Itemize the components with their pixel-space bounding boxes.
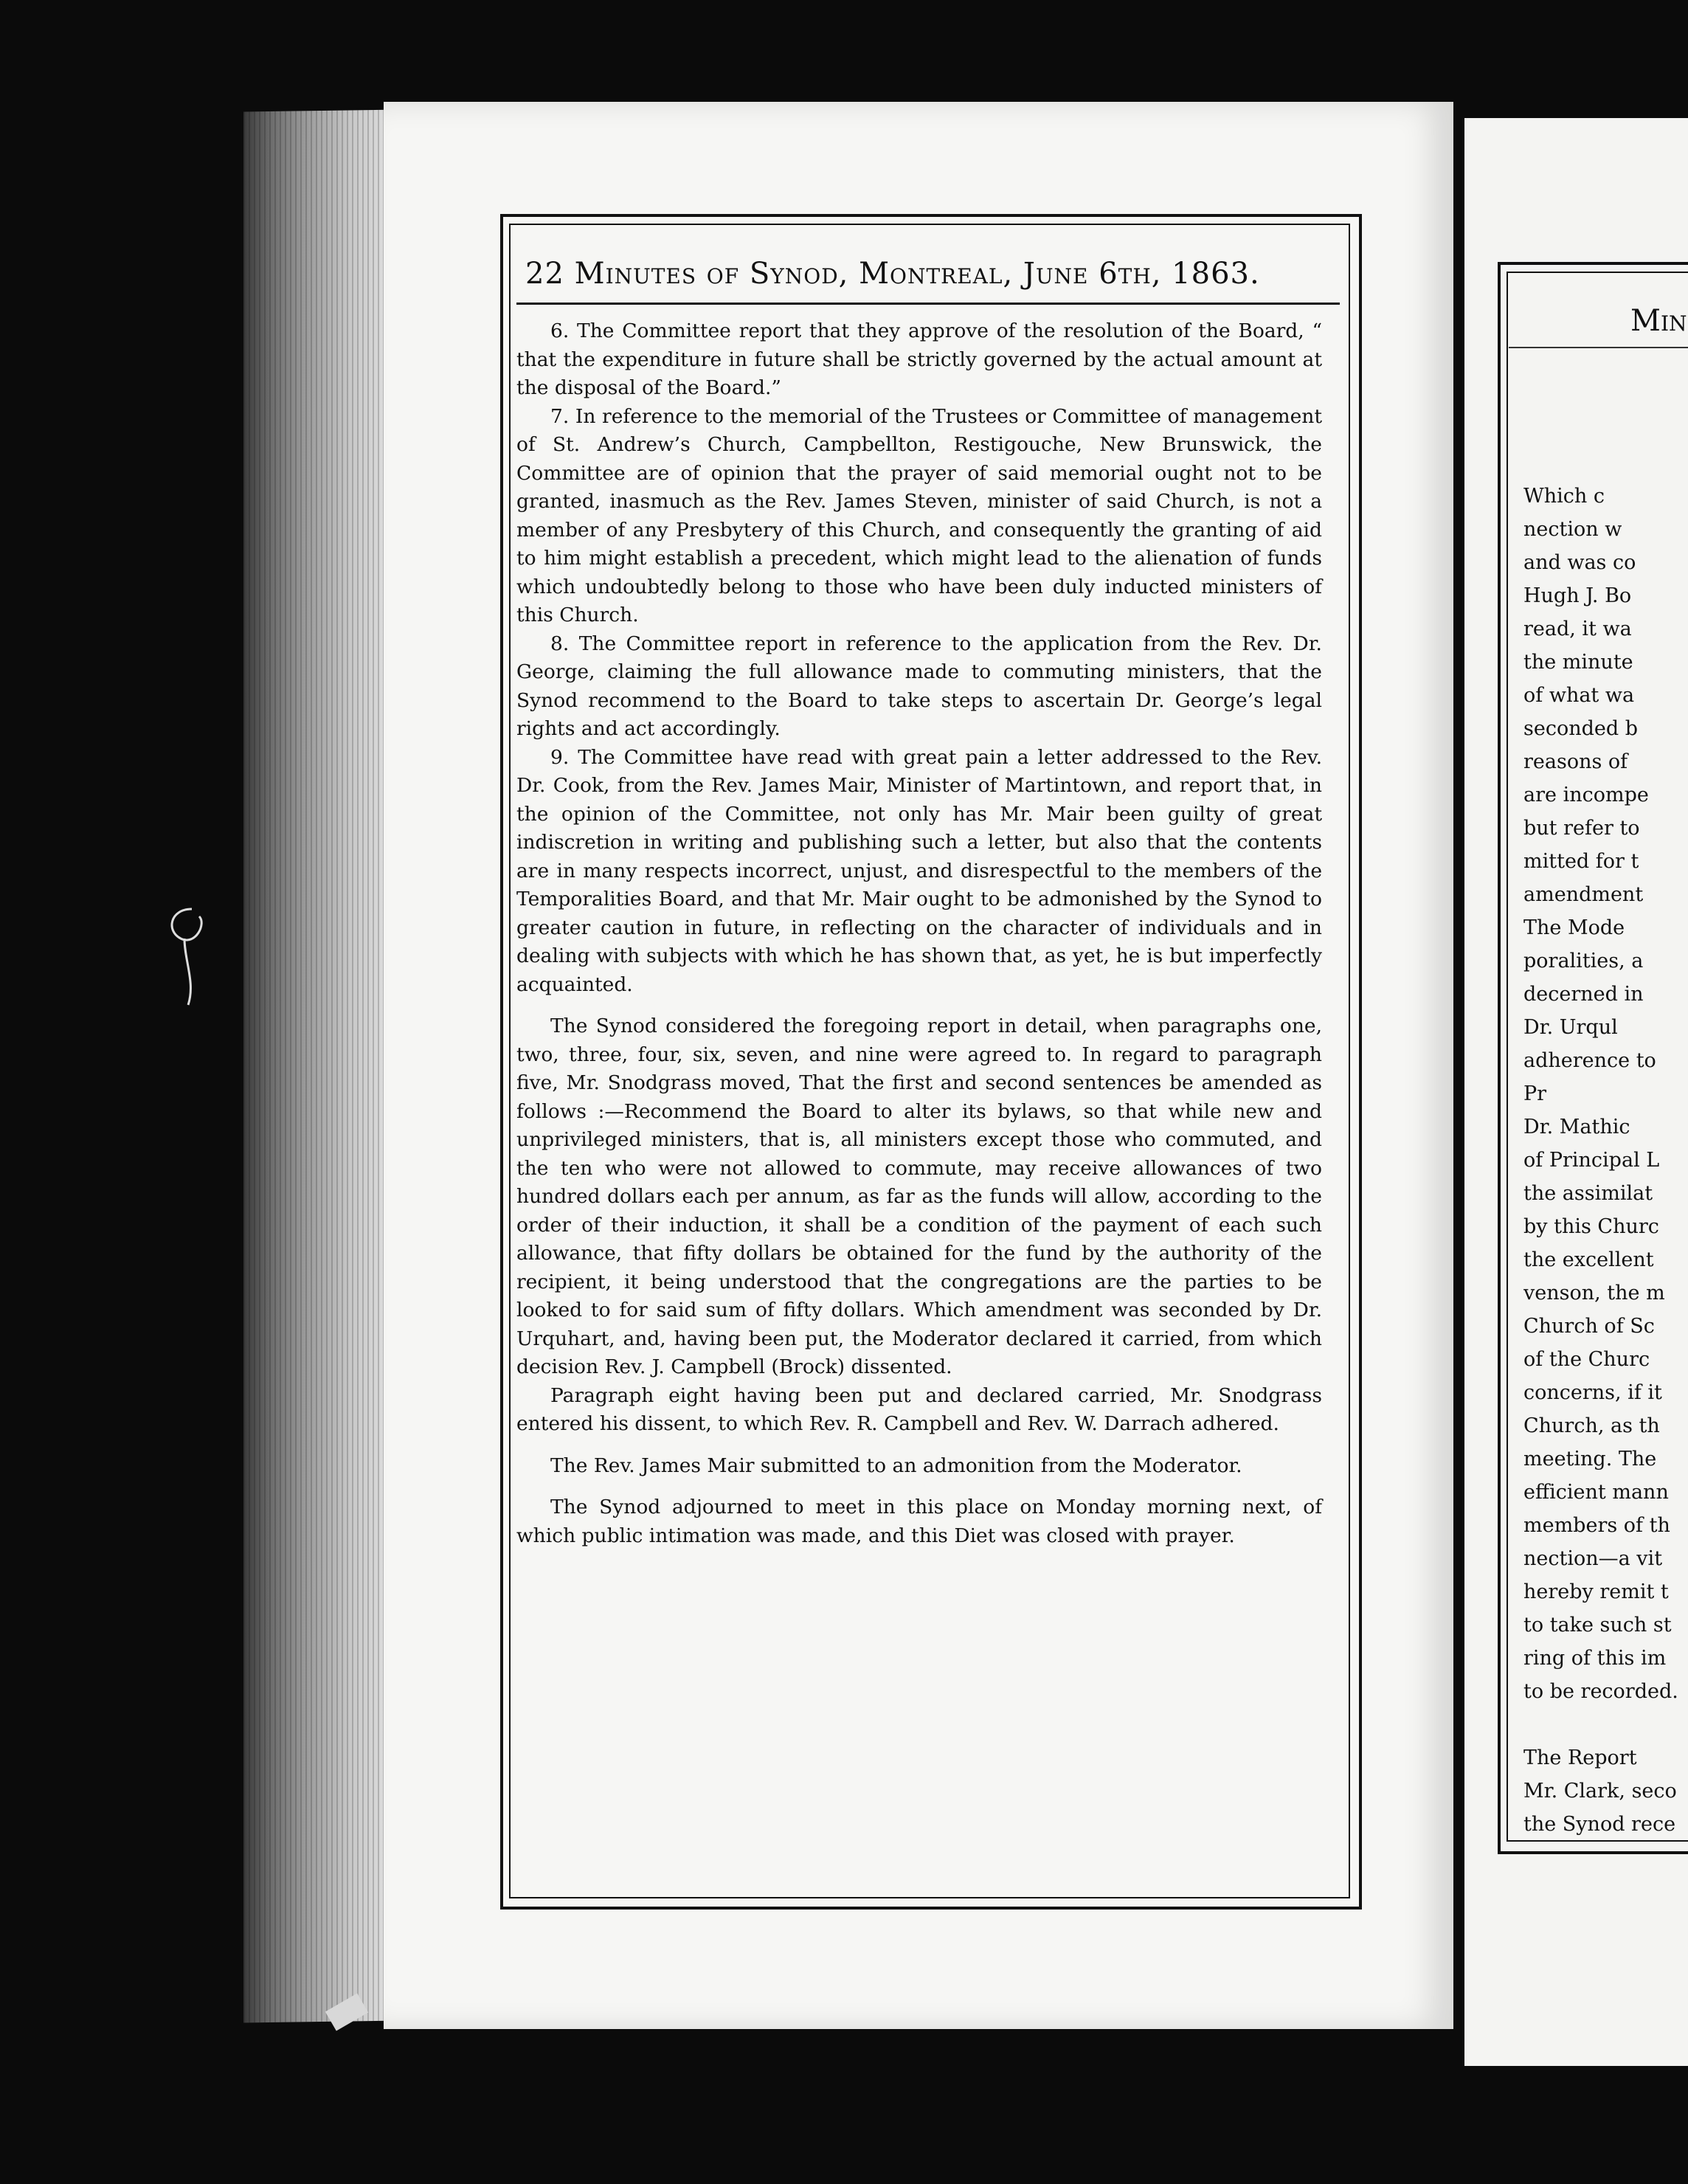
right-page-line: the assimilat <box>1523 1182 1653 1205</box>
right-page-line: Church of Sc <box>1523 1315 1655 1338</box>
paragraph-6: 6. The Committee report that they approve of the resolution of the Board, “ that the expenditure in future shall be strictly governed by the actual amount at the disposal of the Board.” <box>516 319 1322 399</box>
right-page-line: seconded b <box>1523 717 1639 740</box>
right-page-line: the excellent <box>1523 1248 1654 1271</box>
right-page-line: Dr. Urqul <box>1523 1016 1618 1039</box>
main-text <box>516 317 1322 1550</box>
right-page-line: Which c <box>1523 485 1605 508</box>
right-page-line: Mr. Clark, seco <box>1523 1780 1677 1803</box>
right-page-line: poralities, a <box>1523 950 1644 972</box>
admonition-paragraph: The Rev. James Mair submitted to an admonition from the Moderator. <box>550 1454 1242 1477</box>
right-page-line: but refer to <box>1523 817 1640 840</box>
paragraph-eight-dissent: Paragraph eight having been put and declared carried, Mr. Snodgrass entered his dissent, to which Rev. R. Campbell and Rev. W. Darrach adhered. <box>516 1383 1322 1435</box>
right-page-line: meeting. The <box>1523 1448 1657 1471</box>
right-page-line: to take such st <box>1523 1614 1672 1637</box>
right-page-line: the minute <box>1523 651 1633 674</box>
paragraph-8: 8. The Committee report in reference to the application from the Rev. Dr. George, claiming the full allowance made to commuting ministers, that the Synod recommend to the Board to take steps to ascertain Dr. George’s legal rights and act accordingly. <box>516 632 1322 740</box>
right-page-line: members of th <box>1523 1514 1670 1537</box>
right-page-line: reasons of <box>1523 750 1628 773</box>
right-page-line: are incompe <box>1523 784 1649 806</box>
right-page-line: nection w <box>1523 518 1622 541</box>
right-page-line: of the Churc <box>1523 1348 1650 1371</box>
header-rule <box>516 303 1340 305</box>
right-page-line: nection—a vit <box>1523 1547 1663 1570</box>
right-page-line: amendment <box>1523 883 1644 906</box>
book-page-edges <box>243 110 398 2023</box>
right-header-rule <box>1509 347 1688 348</box>
right-page-line <box>1523 1708 1688 1741</box>
right-page-line: hereby remit t <box>1523 1580 1669 1603</box>
right-page-line: Pr <box>1523 1082 1547 1105</box>
right-page-line: venson, the m <box>1523 1282 1665 1304</box>
right-page-line: decerned in <box>1523 983 1644 1006</box>
right-page-line: to be recorded. <box>1523 1680 1678 1703</box>
right-page-line: concerns, if it <box>1523 1381 1662 1404</box>
right-page-header: Min <box>1630 304 1687 338</box>
right-page-line: Dr. Mathic <box>1523 1116 1630 1138</box>
right-page-line: of what wa <box>1523 684 1635 707</box>
right-page-line: the Synod rece <box>1523 1813 1676 1836</box>
page-number: 22 <box>525 257 564 291</box>
right-page-line: Hugh J. Bo <box>1523 584 1632 607</box>
right-page-line: and was co <box>1523 551 1636 574</box>
right-page-line: read, it wa <box>1523 618 1632 640</box>
right-page-text <box>1523 480 1688 1841</box>
paragraph-7: 7. In reference to the memorial of the Trustees or Committee of management of St. Andrew’s Church, Campbellton, Restigouche, New Brunswick, the Committee are of opinion that the prayer of said memorial ought not to be granted, inasmuch as the Rev. James Steven, minister of said Church, is not a member of any Presbytery of this Church, and consequently the granting of aid to him might establish a precedent, which might lead to the alienation of funds which undoubtedly belong to those who have been duly inducted ministers of this Church. <box>516 404 1322 626</box>
synod-consideration-paragraph: The Synod considered the foregoing report in detail, when paragraphs one, two, three, four, six, seven, and nine were agreed to. In regard to paragraph five, Mr. Snodgrass moved, That the first and second sentences be amended as follows :—Recommend the Board to alter its bylaws, so that while new and unprivileged ministers, that is, all ministers except those who commuted, and the ten who were not allowed to commute, may receive allowances of two hundred dollars each per annum, as far as the funds will allow, according to the order of their induction, it shall be a condition of the payment of each such allowance, that fifty dollars be obtained for the fund by the authority of the recipient, it being understood that the congregations are the parties to be looked to for said sum of fifty dollars. Which amendment was seconded by Dr. Urquhart, and, having been put, the Moderator declared it carried, from which decision Rev. J. Campbell (Brock) dissented. <box>516 1015 1322 1378</box>
running-header <box>525 257 1329 291</box>
right-page-line: Church, as th <box>1523 1414 1660 1437</box>
right-page-line: efficient mann <box>1523 1481 1669 1504</box>
right-page-line: mitted for t <box>1523 850 1639 873</box>
right-page-line: of Principal L <box>1523 1149 1660 1172</box>
right-page-line: by this Churc <box>1523 1215 1659 1238</box>
right-page-line: adherence to <box>1523 1049 1656 1072</box>
paragraph-9: 9. The Committee have read with great pain a letter addressed to the Rev. Dr. Cook, from the Rev. James Mair, Minister of Martintown, and report that, in the opinion of the Committee, not only has Mr. Mair been guilty of great indiscretion in writing and publishing such a letter, but also that the contents are in many respects incorrect, unjust, and disrespectful to the members of the Temporalities Board, and that Mr. Mair ought to be admonished by the Synod to greater caution in future, in reflecting on the character of individuals and in dealing with subjects with which he has shown that, as yet, he is but imperfectly acquainted. <box>516 745 1322 996</box>
right-page-line: ring of this im <box>1523 1647 1667 1670</box>
thread-fiber <box>162 902 221 1012</box>
right-page-line: The Report <box>1523 1746 1637 1769</box>
right-page-line: The Mode <box>1523 916 1625 939</box>
page-title: Minutes of Synod, Montreal, June 6th, 1863. <box>574 257 1260 291</box>
adjournment-paragraph: The Synod adjourned to meet in this place on Monday morning next, of which public intimation was made, and this Diet was closed with prayer. <box>516 1496 1322 1547</box>
